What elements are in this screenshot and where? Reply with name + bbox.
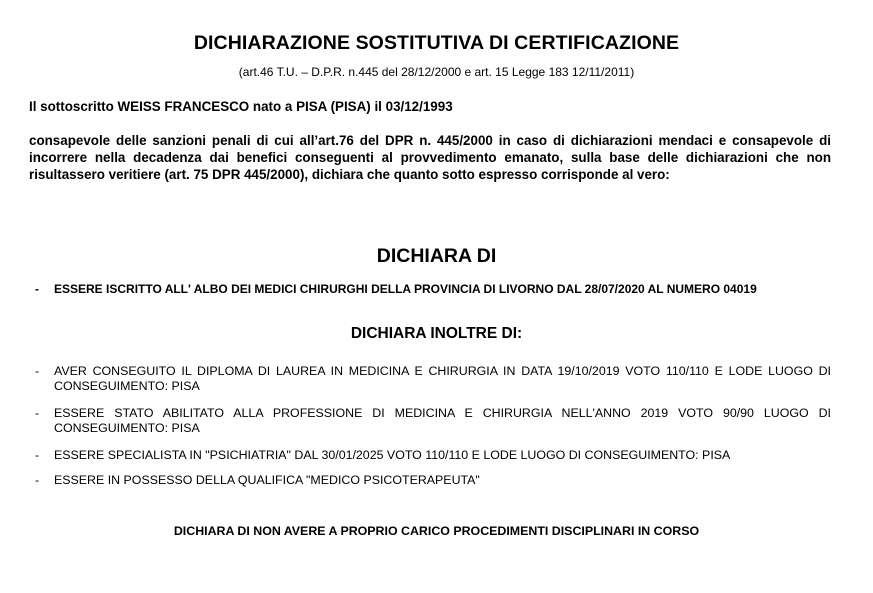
specialization-declaration: ESSERE SPECIALISTA IN "PSICHIATRIA" DAL 30/01/2025 VOTO 110/110 E LODE LUOGO DI CONSEGUIMENTO: PISA [54,448,731,462]
qualification-declaration: ESSERE STATO ABILITATO ALLA PROFESSIONE DI MEDICINA E CHIRURGIA NELL'ANNO 2019 VOTO 90/90 LUOGO DI CONSEGUIMENTO: PISA [54,406,831,435]
list-item [29,364,831,394]
psychotherapist-declaration: ESSERE IN POSSESSO DELLA QUALIFICA "MEDICO PSICOTERAPEUTA" [54,473,480,487]
main-declaration-item [29,282,831,297]
degree-declaration: AVER CONSEGUITO IL DIPLOMA DI LAUREA IN MEDICINA E CHIRURGIA IN DATA 19/10/2019 VOTO 110/110 E LODE LUOGO DI CONSEGUIMENTO: PISA [54,364,831,393]
list-bullet: - [35,473,40,487]
main-declaration-heading: DICHIARA DI [376,245,497,267]
list-bullet: - [35,364,40,378]
disciplinary-statement: DICHIARA DI NON AVERE A PROPRIO CARICO PROCEDIMENTI DISCIPLINARI IN CORSO [173,524,700,538]
main-declaration-text: ESSERE ISCRITTO ALL' ALBO DEI MEDICI CHIRURGHI DELLA PROVINCIA DI LIVORNO DAL 28/07/2020 AL NUMERO 04019 [54,282,757,296]
list-bullet: - [35,406,40,420]
declarant-statement: Il sottoscritto WEISS FRANCESCO nato a PISA (PISA) il 03/12/1993 [29,99,453,114]
document-title: DICHIARAZIONE SOSTITUTIVA DI CERTIFICAZIONE [193,32,680,54]
legal-reference: (art.46 T.U. – D.P.R. n.445 del 28/12/2000 e art. 15 Legge 183 12/11/2011) [238,65,635,79]
list-bullet: - [35,282,39,296]
awareness-paragraph: consapevole delle sanzioni penali di cui all’art.76 del DPR n. 445/2000 in caso di dichiarazioni mendaci e consapevole di incorrere nella decadenza dai benefici conseguenti al provvedimento emanato, sulla base delle dichiarazioni che non risultassero veritiere (art. 75 DPR 445/2000), dichiara che quanto sotto espresso corrisponde al vero: [29,133,831,182]
list-item [29,473,831,488]
list-bullet: - [35,448,40,462]
additional-declarations-list [29,364,831,500]
additional-declarations-heading: DICHIARA INOLTRE DI: [350,325,523,342]
list-item [29,448,831,463]
list-item [29,406,831,436]
